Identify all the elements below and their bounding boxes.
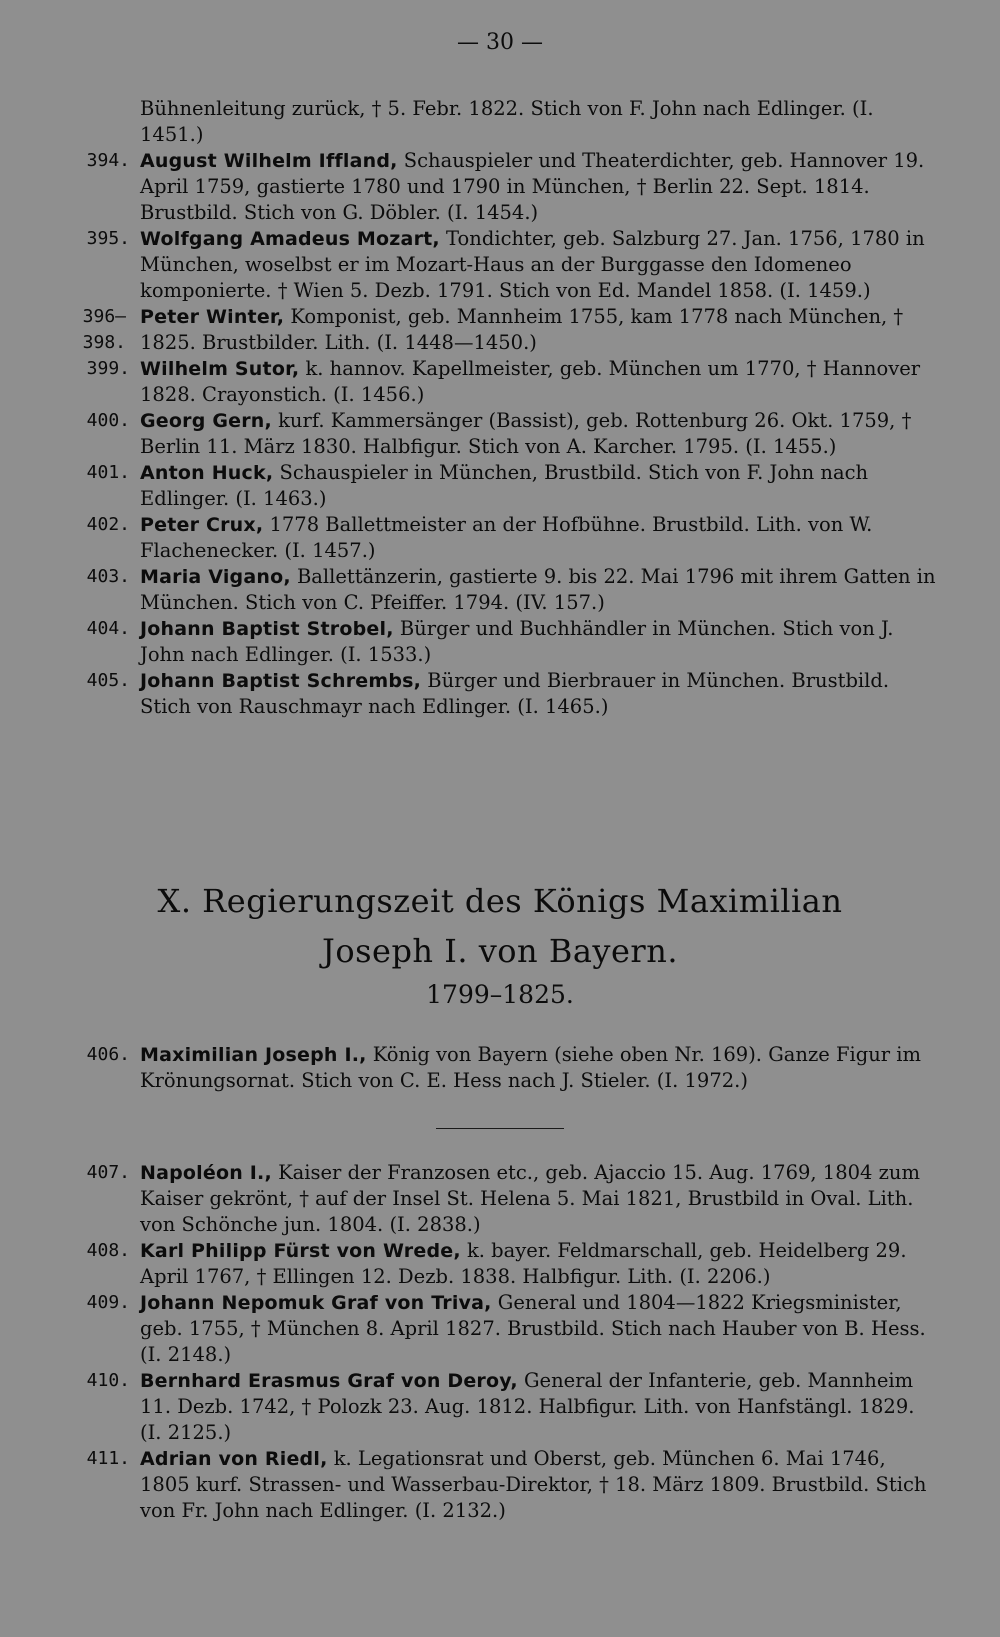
list-item bbox=[60, 1160, 940, 1238]
entry-name: Maria Vigano, bbox=[140, 566, 291, 588]
list-item bbox=[60, 356, 940, 408]
entry-text: König von Bayern (siehe oben Nr. 169). Ganze Figur im Krönungsornat. Stich von C. E. Hess nach J. Stieler. (I. 1972.) bbox=[140, 1043, 922, 1092]
entry-text: General und 1804—1822 Kriegsminister, geb. 1755, † München 8. April 1827. Brustbild. Stich nach Hauber von B. Hess. (I. 2148.) bbox=[140, 1291, 926, 1366]
list-item bbox=[60, 1290, 940, 1368]
entry-text: k. Legationsrat und Oberst, geb. München 6. Mai 1746, 1805 kurf. Strassen- und Wasserbau-Direktor, † 18. März 1809. Brustbild. Stich von Fr. John nach Edlinger. (I. 2132.) bbox=[140, 1447, 927, 1522]
entry-text: 1778 Ballettmeister an der Hofbühne. Brustbild. Lith. von W. Flachenecker. (I. 1457.) bbox=[140, 513, 873, 562]
entry-name: Johann Baptist Schrembs, bbox=[140, 670, 422, 692]
entry-name: Karl Philipp Fürst von Wrede, bbox=[140, 1240, 461, 1262]
entry-name: Anton Huck, bbox=[140, 462, 274, 484]
entry-name: Maximilian Joseph I., bbox=[140, 1044, 367, 1066]
entry-text: Bürger und Buchhändler in München. Stich von J. John nach Edlinger. (I. 1533.) bbox=[140, 617, 894, 666]
entry-name: Wolfgang Amadeus Mozart, bbox=[140, 228, 440, 250]
page-number: — 30 — bbox=[457, 30, 543, 55]
entry-name: Adrian von Riedl, bbox=[140, 1448, 328, 1470]
entry-number: 404. bbox=[86, 618, 130, 639]
entry-number: 408. bbox=[86, 1240, 130, 1261]
entry-number: 394. bbox=[86, 150, 130, 171]
entry-text: Kaiser der Franzosen etc., geb. Ajaccio 15. Aug. 1769, 1804 zum Kaiser gekrönt, † auf der Insel St. Helena 5. Mai 1821, Brustbild in Oval. Lith. von Schönche jun. 1804. (I. 2838.) bbox=[140, 1161, 920, 1236]
entry-text: Schauspieler in München, Brustbild. Stich von F. John nach Edlinger. (I. 1463.) bbox=[140, 461, 869, 510]
entry-number: 409. bbox=[86, 1292, 130, 1313]
entry-number: 411. bbox=[86, 1448, 130, 1469]
entry-number: 400. bbox=[86, 410, 130, 431]
list-item bbox=[60, 1238, 940, 1290]
entry-text: Bürger und Bierbrauer in München. Brustbild. Stich von Rauschmayr nach Edlinger. (I. 1465.) bbox=[140, 669, 890, 718]
entry-number: 395. bbox=[86, 228, 130, 249]
entry-text: Komponist, geb. Mannheim 1755, kam 1778 nach München, † 1825. Brustbilder. Lith. (I. 1448—1450.) bbox=[140, 305, 904, 354]
entry-text: Bühnenleitung zurück, † 5. Febr. 1822. Stich von F. John nach Edlinger. (I. 1451.) bbox=[140, 97, 874, 146]
entry-list-middle bbox=[60, 1042, 940, 1094]
entry-name: Peter Winter, bbox=[140, 306, 285, 328]
list-item bbox=[60, 616, 940, 668]
entry-text: Schauspieler und Theaterdichter, geb. Hannover 19. April 1759, gastierte 1780 und 1790 in München, † Berlin 22. Sept. 1814. Brustbild. Stich von G. Döbler. (I. 1454.) bbox=[140, 149, 925, 224]
entry-number: 401. bbox=[86, 462, 130, 483]
list-item bbox=[60, 148, 940, 226]
list-item bbox=[60, 1042, 940, 1094]
entry-number: 410. bbox=[86, 1370, 130, 1391]
list-item bbox=[60, 512, 940, 564]
list-item bbox=[60, 460, 940, 512]
entry-name: August Wilhelm Iffland, bbox=[140, 150, 398, 172]
entry-number: 399. bbox=[86, 358, 130, 379]
entry-number: 396—398. bbox=[82, 306, 126, 353]
entry-name: Johann Nepomuk Graf von Triva, bbox=[140, 1292, 492, 1314]
entry-text: k. hannov. Kapellmeister, geb. München um 1770, † Hannover 1828. Crayonstich. (I. 1456.) bbox=[140, 357, 921, 406]
list-item bbox=[60, 96, 940, 148]
section-title-line-2: Joseph I. von Bayern. bbox=[321, 932, 678, 970]
entry-number: 405. bbox=[86, 670, 130, 691]
list-item bbox=[60, 408, 940, 460]
entry-number: 402. bbox=[86, 514, 130, 535]
entry-number: 407. bbox=[86, 1162, 130, 1183]
section-title: X. Regierungszeit des Königs Maximilian bbox=[157, 882, 843, 920]
list-item bbox=[60, 304, 940, 356]
list-item bbox=[60, 668, 940, 720]
entry-number: 403. bbox=[86, 566, 130, 587]
entry-name: Wilhelm Sutor, bbox=[140, 358, 300, 380]
entry-text: Tondichter, geb. Salzburg 27. Jan. 1756, 1780 in München, woselbst er im Mozart-Haus an der Burggasse den Idomeneo komponierte. † Wien 5. Dezb. 1791. Stich von Ed. Mandel 1858. (I. 1459.) bbox=[140, 227, 925, 302]
entry-name: Bernhard Erasmus Graf von Deroy, bbox=[140, 1370, 518, 1392]
entry-name: Peter Crux, bbox=[140, 514, 264, 536]
entry-list-bottom bbox=[60, 1160, 940, 1524]
entry-text: k. bayer. Feldmarschall, geb. Heidelberg 29. April 1767, † Ellingen 12. Dezb. 1838. Halbfigur. Lith. (I. 2206.) bbox=[140, 1239, 907, 1288]
divider bbox=[436, 1128, 564, 1129]
section-years: 1799–1825. bbox=[426, 980, 574, 1009]
entry-text: General der Infanterie, geb. Mannheim 11. Dezb. 1742, † Polozk 23. Aug. 1812. Halbfigur. Lith. von Hanfstängl. 1829. (I. 2125.) bbox=[140, 1369, 915, 1444]
entry-text: Ballettänzerin, gastierte 9. bis 22. Mai 1796 mit ihrem Gatten in München. Stich von C. Pfeiffer. 1794. (IV. 157.) bbox=[140, 565, 936, 614]
list-item bbox=[60, 226, 940, 304]
entry-list-top bbox=[60, 96, 940, 720]
list-item bbox=[60, 1446, 940, 1524]
list-item bbox=[60, 1368, 940, 1446]
entry-name: Napoléon I., bbox=[140, 1162, 272, 1184]
entry-name: Georg Gern, bbox=[140, 410, 272, 432]
entry-number: 406. bbox=[86, 1044, 130, 1065]
entry-name: Johann Baptist Strobel, bbox=[140, 618, 394, 640]
entry-text: kurf. Kammersänger (Bassist), geb. Rottenburg 26. Okt. 1759, † Berlin 11. März 1830. Halbfigur. Stich von A. Karcher. 1795. (I. 1455.) bbox=[140, 409, 912, 458]
list-item bbox=[60, 564, 940, 616]
